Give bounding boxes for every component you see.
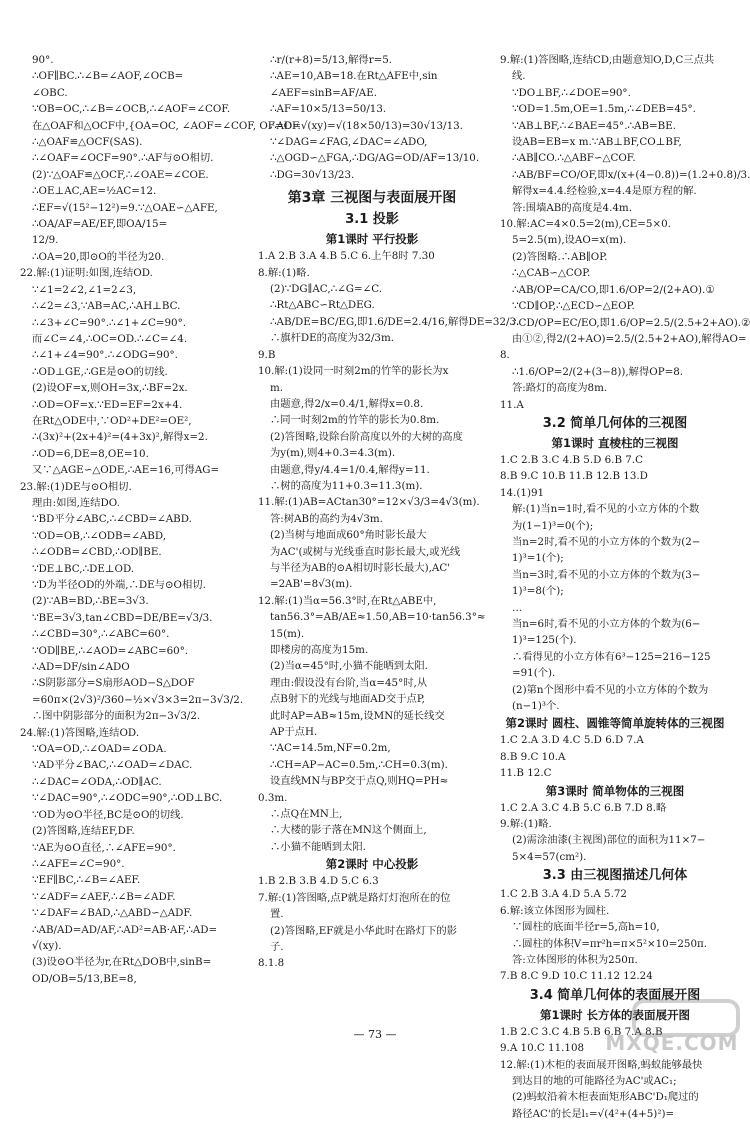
text-line: (2)设OF=x,则OH=3x,∴BF=2x. [32,382,188,395]
text-line: (2)当α=45°时,小猫不能晒到太阳. [270,660,428,673]
text-line: 0.3m. [258,791,288,804]
text-line: 1)³=125(个). [512,634,577,647]
text-line: 11.A [500,398,524,411]
text-line: ∵OD=OB,∴∠ODB=∠ABD, [32,529,167,542]
text-line: 1.A 2.B 3.A 4.B 5.C 6.上午8时 7.30 [258,250,435,263]
text-line: 即楼房的高度为15m. [270,644,369,656]
text-line: ∴S阴影部分=S扇形AOD−S△DOF [32,677,195,690]
text-line: ∵∠1=2∠2,∠1=2∠3, [32,283,137,296]
text-line: ∵∠DAG=∠FAG,∠DAC=∠ADO, [270,136,428,149]
text-line: 8.1.8 [258,957,285,970]
section-title-3-1: 3.1 投影 [345,212,399,228]
lesson-title-central-projection: 第2课时 中心投影 [325,857,419,872]
page-number: — 73 — [353,1028,397,1041]
text-line: 5×4=57(cm²). [512,850,587,863]
text-line: 由题意,得2/x=0.4/1,解得x=0.8. [270,397,424,410]
text-line: 点B射下的光线与地面AD交于点P, [270,693,425,706]
text-line: 90°. [32,54,54,66]
text-line: (2)第n个图形中看不见的小立方体的个数为 [512,683,709,696]
text-line: ∴AB/DE=BC/EG,即1.6/DE=2.4/16,解得DE=32/3. [270,315,520,328]
text-line: ∴△OAF≌△OCF(SAS). [32,136,143,149]
text-line: ∴∠OAF=∠OCF=90°.∴AF与⊙O相切. [32,152,214,165]
text-line: 7.解:(1)答图略,点P就是路灯灯泡所在的位 [258,891,451,904]
text-line: 11.解:(1)AB=ACtan30°=12×√3/3=4√3(m). [258,496,480,509]
section-title-3-2: 3.2 简单几何体的三视图 [542,415,688,431]
text-line: 设AB=EB=x m.∵AB⊥BF,CO⊥BF, [512,136,682,149]
text-line: (2)需涂油漆(主视图)部位的面积为11×7− [512,834,706,847]
text-line: ∵BE=3√3,tan∠CBD=DE/BE=√3/3. [32,611,213,624]
text-line: ∵AE为⊙O直径,∴∠AFE=90°. [32,841,176,854]
text-line: 当n=2时,看不见的小立方体的个数为(2− [512,535,701,548]
text-line: 为(1−1)³=0(个); [512,519,594,532]
chapter-title: 第3章 三视图与表面展开图 [287,190,457,207]
text-line: ∴同一时刻2m的竹竿的影长为0.8m. [270,414,440,427]
text-line: 8. [500,349,510,362]
text-line: ∴Rt△ABC∽Rt△DEG. [270,299,375,312]
text-line: 10.解:(1)设同一时刻2m的竹竿的影长为x [258,365,449,378]
text-line: ∴圆柱的体积V=πr²h=π×5²×10=250π. [512,937,708,950]
text-line: 为y(m),则4+0.3=4.3(m). [270,447,396,460]
text-line: 解:(1)当n=1时,看不见的小立方体的个数 [512,503,700,516]
text-line: AP于点H. [270,726,318,739]
text-line: ∴旗杆DE的高度为32/3m. [270,332,395,345]
watermark-logo [602,999,742,1055]
text-line: 9.解:(1)略. [500,818,552,831]
text-line: 在Rt△ODE中,∵OD²+DE²=OE², [32,414,192,427]
text-line: ∴大楼的影子落在MN这个侧面上, [270,824,427,837]
text-line: 答:路灯的高度为8m. [512,382,608,395]
text-line: ∴1.6/OP=2/(2+(3−8)),解得OP=8. [512,365,684,378]
text-line: =60π×(2√3)²/360−½×√3×3=2π−3√3/2. [32,693,244,706]
text-line: (2)答图略,设除台阶高度以外的大树的高度 [270,430,463,443]
text-line: ∵OB=OC,∴∠B=∠OCB,∴∠AOF=∠COF. [32,103,231,116]
text-line: 1.C 2.B 3.A 4.D 5.A 5.72 [500,888,627,901]
text-line: 答:围墙AB的高度是4.4m. [512,201,632,214]
text-line: ∴AF=10×5/13=50/13. [270,103,387,116]
text-line: 8.B 9.C 10.A [500,750,566,763]
text-line: =2AB'=8√3(m). [270,578,353,591]
lesson-title-simple-objects: 第3课时 简单物体的三视图 [545,783,685,798]
text-line: 1.B 2.B 3.B 4.D 5.C 6.3 [258,875,379,888]
text-line: ∴树的高度为11+0.3=11.3(m). [270,479,423,492]
text-line: m. [270,381,284,394]
text-line: ∴AE=10,AB=18.在Rt△AFE中,sin [270,70,438,83]
text-line: ∵圆柱的底面半径r=5,高h=10, [512,921,660,934]
text-line: ∵∠DAC=90°,∴∠ODC=90°,∴OD⊥BC. [32,792,223,805]
text-line: 1)³=8(个); [512,585,564,598]
text-line: OD/OB=5/13,BE=8, [32,972,137,985]
text-line: ∵AD平分∠BAC,∴∠OAD=∠DAC. [32,759,193,772]
text-line: ∴OF∥BC.∴∠B=∠AOF,∠OCB= [32,70,184,83]
watermark-text: MXQE.COM [605,1031,739,1055]
text-line: ∴AB/OP=CA/CO,即1.6/OP=2/(2+AO).① [512,283,715,296]
text-line: 15(m). [270,627,305,640]
text-line: 子. [270,940,284,953]
text-line: 12/9. [32,234,59,247]
text-line: (2)当树与地面成60°角时影长最大 [270,529,427,542]
text-line: ∴CD/OP=EC/EO,即1.6/OP=2.5/(2.5+2+AO).② [512,316,750,329]
text-line: 10.解:AC=4×0.5=2(m),CE=5×0. [500,218,671,231]
text-line: ∴∠3+∠C=90°.∴∠1+∠C=90°. [32,316,187,329]
text-line: 6.解:该立体图形为圆柱. [500,904,610,917]
text-line: 1)³=1(个); [512,552,564,565]
text-line: 理由:如图,连结DO. [32,496,120,509]
text-line: ∴CH=AP−AC=0.5m,∴CH=0.3(m). [270,758,448,771]
text-line: ∴AD=DF/sin∠ADO [32,661,130,674]
text-line: ∴AB∥CO.∴△ABF∽△COF. [512,152,636,165]
text-line: ∴∠2=∠3,∵AB=AC,∴AH⊥BC. [32,300,181,313]
text-line: 8.解:(1)略. [258,266,310,279]
text-line: ∴AD=√(xy)=√(18×50/13)=30√13/13. [270,119,463,132]
text-line: ∵AC=14.5m,NF=0.2m, [270,742,391,755]
text-line: 为AC'(或树与光线垂直时影长最大,或光线 [270,545,461,558]
text-line: 23.解:(1)DE与⊙O相切. [20,480,132,493]
text-line: 答:立体图形的体积为250π. [512,953,638,966]
text-line: (2)∵DG∥AC,∴∠G=∠C. [270,283,383,296]
text-line: ∴∠1+∠4=90°.∴∠ODG=90°. [32,349,178,362]
text-line: ∴小猫不能晒到太阳. [270,840,366,853]
section-title-3-4: 3.4 简单几何体的表面展开图 [529,987,701,1003]
text-line: 9.A 10.C 11.108 [500,1042,585,1055]
text-line: 路径AC'的长是l₁=√(4²+(4+5)²)= [512,1107,675,1120]
text-line: ∵DO⊥BF,∴∠DOE=90°. [512,86,631,99]
text-line: ∠OBC. [32,86,68,99]
text-line: 理由:假设没有台阶,当α=45°时,从 [270,676,428,689]
text-line: ∵DE⊥BC,∴DE⊥OD. [32,562,135,575]
text-line: 线. [512,70,526,83]
text-line: ∴∠DAC=∠ODA,∴OD∥AC. [32,775,162,788]
text-line: 此时AP=AB≈15m,设MN的延长线交 [270,709,445,722]
text-line: ∵CD∥OP,∴△ECD∽△EOP. [512,300,635,313]
text-line: ∵∠ADF=∠AEF,∴∠B=∠ADF. [32,890,176,903]
text-line: 答:树AB的高约为4√3m. [270,512,383,525]
text-line: 当n=6时,看不见的小立方体的个数为(6− [512,618,701,630]
text-line: 1.C 2.A 3.D 4.C 5.D 6.D 7.A [500,734,644,747]
text-line: ∴△OGD∽△FGA,∴DG/AG=OD/AF=13/10. [270,152,480,165]
text-line: 解得x=4.4.经检验,x=4.4是原方程的解. [512,185,697,198]
text-line: (n−1)³个. [512,700,560,713]
text-line: √(xy). [32,939,62,952]
text-line: ∴(3x)²+(2x+4)²=(4+3x)²,解得x=2. [32,431,208,444]
text-line: ∴OA/AF=AE/EF,即OA/15= [32,218,168,231]
text-line: 当n=3时,看不见的小立方体的个数为(3− [512,568,701,581]
text-line: tan56.3°=AB/AE≈1.50,AB=10·tan56.3°≈ [270,611,486,624]
text-line: 与半径为AB的⊙A相切时影长最大),AC' [270,561,451,574]
text-line: 9.B [258,348,276,361]
right-column [500,52,750,1122]
text-line: ∴图中阴影部分的面积为2π−3√3/2. [32,710,201,723]
text-line: (2)答图略,EF就是小华此时在路灯下的影 [270,924,457,937]
text-line: 12.解:(1)当α=56.3°时,在Rt△ABE中, [258,594,437,607]
text-line: ∴∠CBD=30°,∴∠ABC=60°. [32,628,170,641]
text-line: (2)∵△OAF≌△OCF,∴∠OAE=∠COE. [32,168,209,181]
text-line: 而∠C=∠4,∴OC=OD.∴∠C=∠4. [32,332,188,345]
text-line: 置. [270,908,284,921]
text-line: 在△OAF和△OCF中,{OA=OC, ∠AOF=∠COF, OF=OF. [32,119,301,132]
text-line: (2)∵AB=BD,∴BE=3√3. [32,595,149,608]
text-line: ∴OD=OF=x.∵ED=EF=2x+4. [32,398,183,411]
text-line: ∵OA=OD,∴∠OAD=∠ODA. [32,743,167,756]
text-line: ∴看得见的小立方体有6³−125=216−125 [512,650,711,663]
section-title-3-3: 3.3 由三视图描述几何体 [542,868,688,884]
text-line: ∵D为半径OD的外端,∴DE与⊙O相切. [32,579,206,591]
text-line: (2)答图略.∴AB∥OP. [512,250,608,263]
text-line: ∴DG=30√13/23. [270,168,355,181]
text-line: 9.解:(1)答图略,连结CD,由题意知O,D,C三点共 [500,54,715,66]
text-line: ∴EF=√(15²−12²)=9.∵△OAE∽△AFE, [32,201,218,214]
text-line: 11.B 12.C [500,767,552,780]
text-line: 7.B 8.C 9.D 10.C 11.12 12.24 [500,970,653,983]
lesson-title-parallel-projection: 第1课时 平行投影 [325,232,419,247]
text-line: 14.(1)91 [500,486,545,499]
lesson-title-cuboid-nets: 第1课时 长方体的表面展开图 [539,1007,690,1022]
text-line: 8.B 9.C 10.B 11.B 12.B 13.D [500,470,648,483]
text-line: 22.解:(1)证明:如图,连结OD. [20,267,153,280]
text-line: (2)答图略,连结EF,DF. [32,825,135,838]
text-line: … [512,601,523,614]
text-line: ∵AB⊥BF,∴∠BAE=45°.∴AB=BE. [512,119,677,132]
text-line: 12.解:(1)木柜的表面展开图略,蚂蚁能够最快 [500,1058,703,1071]
text-line: 由题意,得y/4.4=1/0.4,解得y=11. [270,463,430,476]
text-line: ∵OD为⊙O半径,BC是⊙O的切线. [32,808,184,821]
text-line: =91(个). [512,667,556,680]
text-line: 5=2.5(m),设AO=x(m). [512,234,627,247]
text-line: 1.B 2.C 3.C 4.B 5.B 6.B 7.A 8.B [500,1025,663,1038]
text-line: 由①②,得2/(2+AO)=2.5/(2.5+2+AO),解得AO= [512,332,747,345]
text-line: ∠AEF=sinB=AF/AE. [270,86,378,99]
text-line: ∴△CAB∽△COP. [512,267,591,280]
text-line: ∴OD⊥GE,∴GE是⊙O的切线. [32,365,168,378]
text-line: ∴OA=20,即⊙O的半径为20. [32,250,165,263]
text-line: ∴点Q在MN上, [270,808,343,821]
text-line: ∴AB/AD=AD/AF,∴AD²=AB·AF,∴AD= [32,923,218,936]
text-line: ∵BD平分∠ABC,∴∠CBD=∠ABD. [32,513,192,526]
text-line: 又∵△AGE∽△ODE,∴AE=16,可得AG= [32,464,220,477]
text-line: ∵OD=1.5m,OE=1.5m,∴∠DEB=45°. [512,103,696,116]
text-line: 24.解:(1)答图略,连结OD. [20,726,140,739]
text-line: ∵OD∥BE,∴∠AOD=∠ABC=60°. [32,644,189,657]
text-line: ∴∠ODB=∠CBD,∴OD∥BE. [32,546,162,559]
lesson-title-prism-views: 第1课时 直棱柱的三视图 [551,435,679,450]
text-line: 1.C 2.A 3.C 4.B 5.C 6.B 7.D 8.略 [500,801,667,814]
text-line: ∴OE⊥AC,AE=½AC=12. [32,185,157,198]
text-line: 1.C 2.B 3.C 4.B 5.D 6.B 7.C [500,453,644,466]
text-line: ∴∠AFE=∠C=90°. [32,857,125,870]
text-line: ∴OD=6,DE=8,OE=10. [32,447,149,460]
text-line: (2)蚂蚁沿着木柜表面矩形ABC'D₁爬过的 [512,1091,699,1104]
text-line: 到达目的地的可能路径为AC'或AC₁; [512,1074,677,1087]
text-line: ∵∠DAF=∠BAD,∴△ABD∽△ADF. [32,907,193,920]
text-line: ∵EF∥BC,∴∠B=∠AEF. [32,874,141,887]
text-line: ∴r/(r+8)=5/13,解得r=5. [270,54,393,66]
text-line: (3)设⊙O半径为r,在Rt△DOB中,sinB= [32,956,212,969]
text-line: 设直线MN与BP交于点Q,则HQ=PH≈ [270,775,449,788]
lesson-title-rotation-solids: 第2课时 圆柱、圆锥等简单旋转体的三视图 [505,716,725,731]
text-line: ∴AB/BF=CO/OF,即x/(x+(4−0.8))=(1.2+0.8)/3. [512,168,750,181]
